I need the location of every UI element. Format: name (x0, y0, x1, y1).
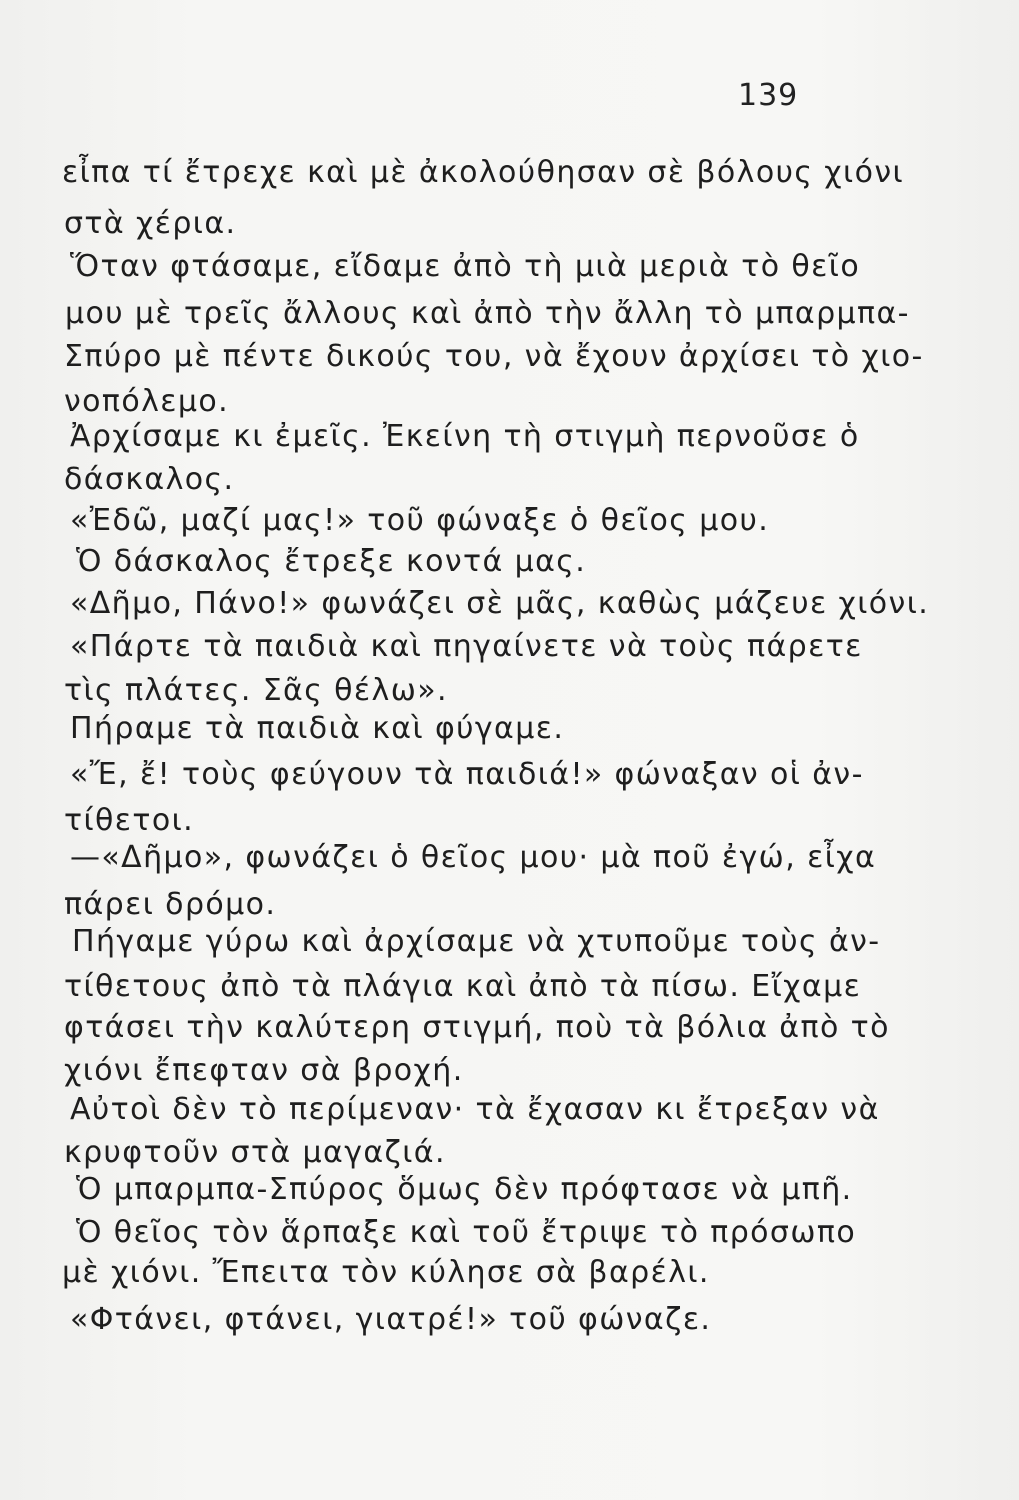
text-line: φτάσει τὴν καλύτερη στιγμή, ποὺ τὰ βόλια ἀπὸ τὸ (64, 1010, 890, 1045)
page-number: 139 (738, 78, 799, 113)
text-line: εἶπα τί ἔτρεχε καὶ μὲ ἀκολούθησαν σὲ βόλους χιόνι (62, 155, 905, 190)
text-line: «Ἔ, ἔ! τοὺς φεύγουν τὰ παιδιά!» φώναξαν οἱ ἀν- (70, 757, 864, 792)
text-line: κρυφτοῦν στὰ μαγαζιά. (64, 1135, 446, 1170)
text-line: Ὁ δάσκαλος ἔτρεξε κοντά μας. (76, 544, 587, 579)
text-line: «Πάρτε τὰ παιδιὰ καὶ πηγαίνετε νὰ τοὺς πάρετε (70, 629, 863, 664)
text-line: μὲ χιόνι. Ἔπειτα τὸν κύλησε σὰ βαρέλι. (62, 1255, 710, 1290)
text-line: τίθετοι. (64, 803, 195, 838)
text-line: Ὅταν φτάσαμε, εἴδαμε ἀπὸ τὴ μιὰ μεριὰ τὸ θεῖο (70, 249, 861, 284)
text-line: μου μὲ τρεῖς ἄλλους καὶ ἀπὸ τὴν ἄλλη τὸ μπαρμπα- (65, 296, 910, 331)
text-line: στὰ χέρια. (64, 206, 237, 241)
text-line: Σπύρο μὲ πέντε δικούς του, νὰ ἔχουν ἀρχίσει τὸ χιο- (64, 339, 924, 374)
text-line: Ὁ μπαρμπα-Σπύρος ὅμως δὲν πρόφτασε νὰ μπῆ. (76, 1172, 853, 1207)
text-line: Πήραμε τὰ παιδιὰ καὶ φύγαμε. (70, 711, 565, 746)
text-line: τὶς πλάτες. Σᾶς θέλω». (64, 673, 448, 708)
text-line: Πήγαμε γύρω καὶ ἀρχίσαμε νὰ χτυποῦμε τοὺς ἀν- (72, 924, 881, 959)
text-line: Αὐτοὶ δὲν τὸ περίμεναν· τὰ ἔχασαν κι ἔτρεξαν νὰ (70, 1092, 880, 1127)
text-line: νοπόλεμο. (64, 384, 230, 419)
text-line: δάσκαλος. (64, 462, 235, 497)
text-line: χιόνι ἔπεφταν σὰ βροχή. (64, 1053, 464, 1088)
text-line: «Φτάνει, φτάνει, γιατρέ!» τοῦ φώναζε. (70, 1302, 712, 1337)
text-line: «Ἐδῶ, μαζί μας!» τοῦ φώναξε ὁ θεῖος μου. (70, 503, 770, 538)
text-line: «Δῆμο, Πάνο!» φωνάζει σὲ μᾶς, καθὼς μάζευε χιόνι. (70, 586, 930, 621)
text-line: Ἀρχίσαμε κι ἐμεῖς. Ἐκείνη τὴ στιγμὴ περνοῦσε ὁ (70, 419, 860, 454)
text-line: Ὁ θεῖος τὸν ἅρπαξε καὶ τοῦ ἔτριψε τὸ πρόσωπο (76, 1215, 857, 1250)
text-line: πάρει δρόμο. (64, 887, 277, 922)
text-line: τίθετους ἀπὸ τὰ πλάγια καὶ ἀπὸ τὰ πίσω. Εἴχαμε (64, 969, 862, 1004)
text-line: —«Δῆμο», φωνάζει ὁ θεῖος μου· μὰ ποῦ ἐγώ, εἶχα (70, 840, 877, 875)
